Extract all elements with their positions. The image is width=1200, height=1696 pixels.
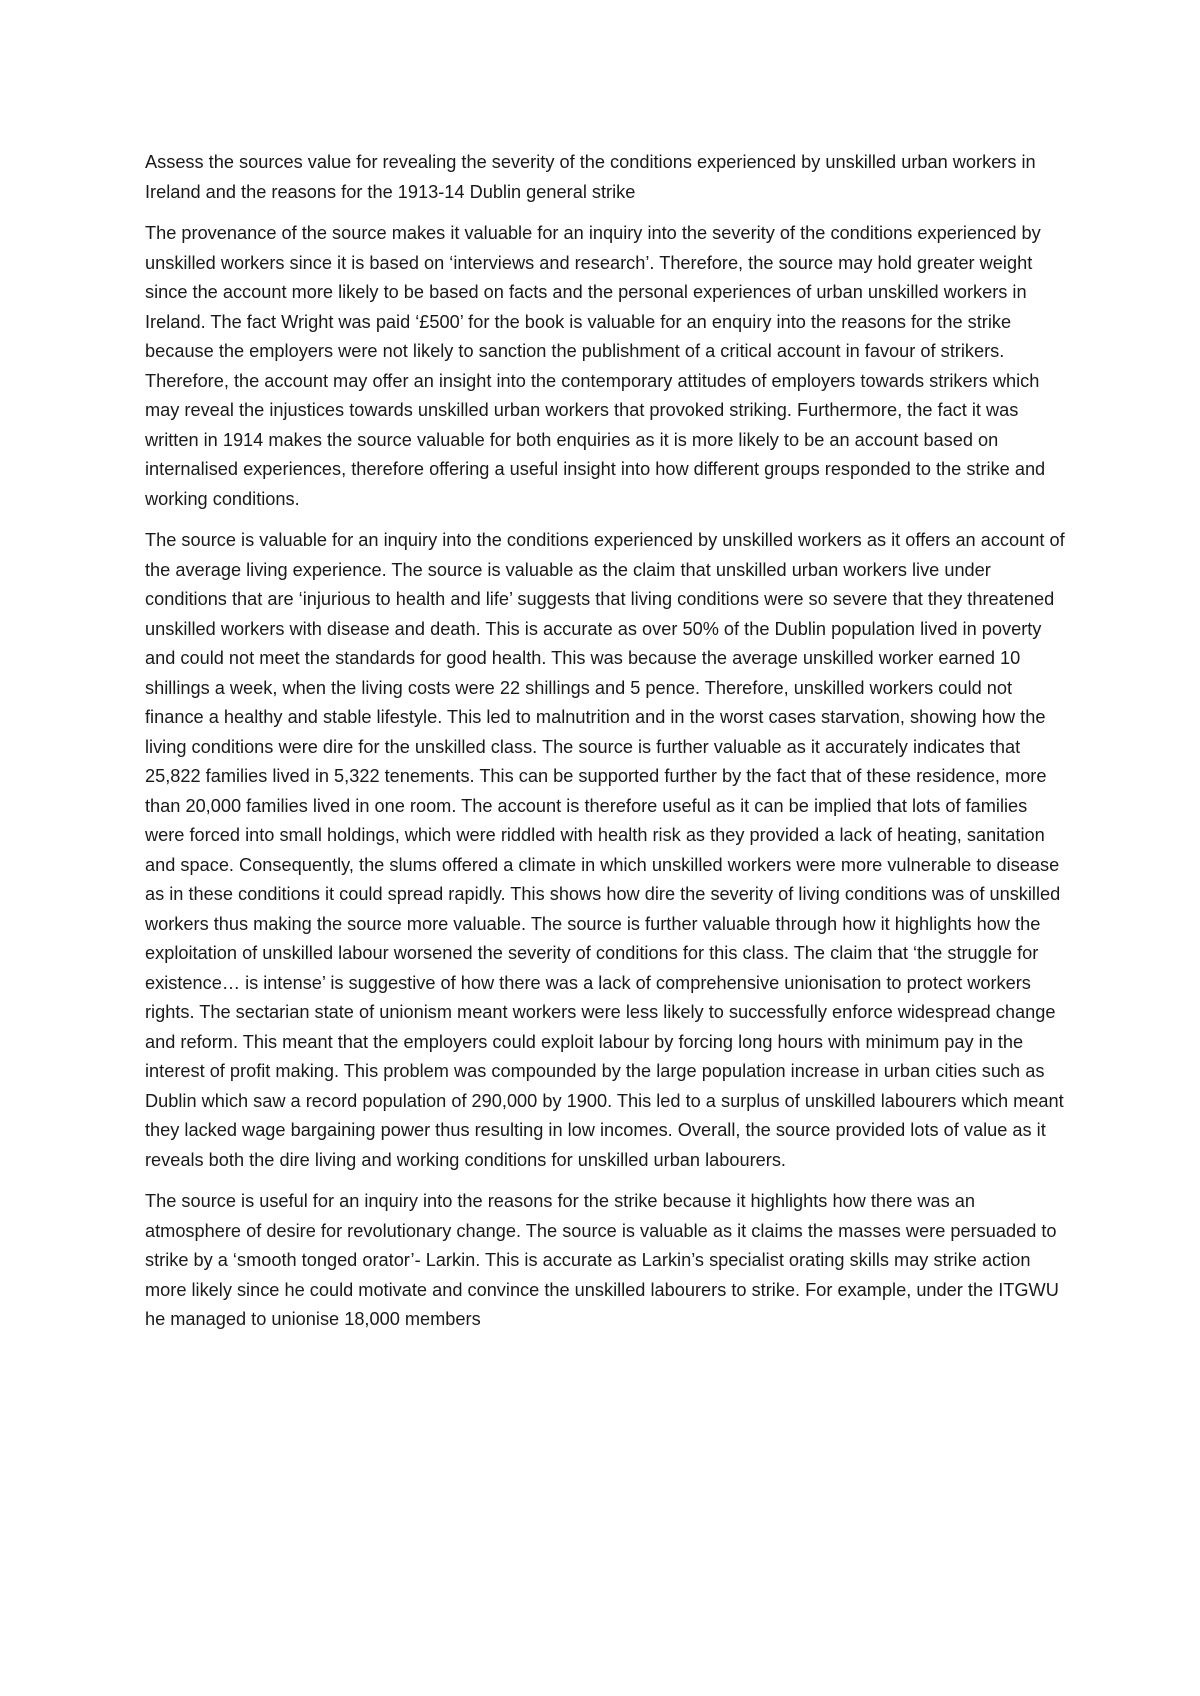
paragraph-reasons-for-strike: The source is useful for an inquiry into the reasons for the strike because it highlights how there was an atmosphere of desire for revolutionary change. The source is valuable as it claims the masses were persuaded to strike by a ‘smooth tonged orator’- Larkin. This is accurate as Larkin’s specialist orating skills may strike action more likely since he could motivate and convince the unskilled labourers to strike. For example, under the ITGWU he managed to unionise 18,000 members	[145, 1191, 1059, 1329]
paragraph-provenance: The provenance of the source makes it valuable for an inquiry into the severity of the conditions experienced by unskilled workers since it is based on ‘interviews and research’. Therefore, the source may hold greater weight since the account more likely to be based on facts and the personal experiences of urban unskilled workers in Ireland. The fact Wright was paid ‘£500’ for the book is valuable for an enquiry into the reasons for the strike because the employers were not likely to sanction the publishment of a critical account in favour of strikers. Therefore, the account may offer an insight into the contemporary attitudes of employers towards strikers which may reveal the injustices towards unskilled urban workers that provoked striking. Furthermore, the fact it was written in 1914 makes the source valuable for both enquiries as it is more likely to be an account based on internalised experiences, therefore offering a useful insight into how different groups responded to the strike and working conditions.	[145, 223, 1046, 509]
paragraph-living-conditions: The source is valuable for an inquiry into the conditions experienced by unskilled workers as it offers an account of the average living experience. The source is valuable as the claim that unskilled urban workers live under conditions that are ‘injurious to health and life’ suggests that living conditions were so severe that they threatened unskilled workers with disease and death. This is accurate as over 50% of the Dublin population lived in poverty and could not meet the standards for good health. This was because the average unskilled worker earned 10 shillings a week, when the living costs were 22 shillings and 5 pence. Therefore, unskilled workers could not finance a healthy and stable lifestyle. This led to malnutrition and in the worst cases starvation, showing how the living conditions were dire for the unskilled class. The source is further valuable as it accurately indicates that 25,822 families lived in 5,322 tenements. This can be supported further by the fact that of these residence, more than 20,000 families lived in one room. The account is therefore useful as it can be implied that lots of families were forced into small holdings, which were riddled with health risk as they provided a lack of heating, sanitation and space. Consequently, the slums offered a climate in which unskilled workers were more vulnerable to disease as in these conditions it could spread rapidly. This shows how dire the severity of living conditions was of unskilled workers thus making the source more valuable. The source is further valuable through how it highlights how the exploitation of unskilled labour worsened the severity of conditions for this class. The claim that ‘the struggle for existence… is intense’ is suggestive of how there was a lack of comprehensive unionisation to protect workers rights. The sectarian state of unionism meant workers were less likely to successfully enforce widespread change and reform. This meant that the employers could exploit labour by forcing long hours with minimum pay in the interest of profit making. This problem was compounded by the large population increase in urban cities such as Dublin which saw a record population of 290,000 by 1900. This led to a surplus of unskilled labourers which meant they lacked wage bargaining power thus resulting in low incomes. Overall, the source provided lots of value as it reveals both the dire living and working conditions for unskilled urban labourers.	[145, 530, 1065, 1170]
document-body	[145, 148, 1065, 1347]
essay-question: Assess the sources value for revealing the severity of the conditions experienced by unskilled urban workers in Ireland and the reasons for the 1913-14 Dublin general strike	[145, 152, 1036, 202]
